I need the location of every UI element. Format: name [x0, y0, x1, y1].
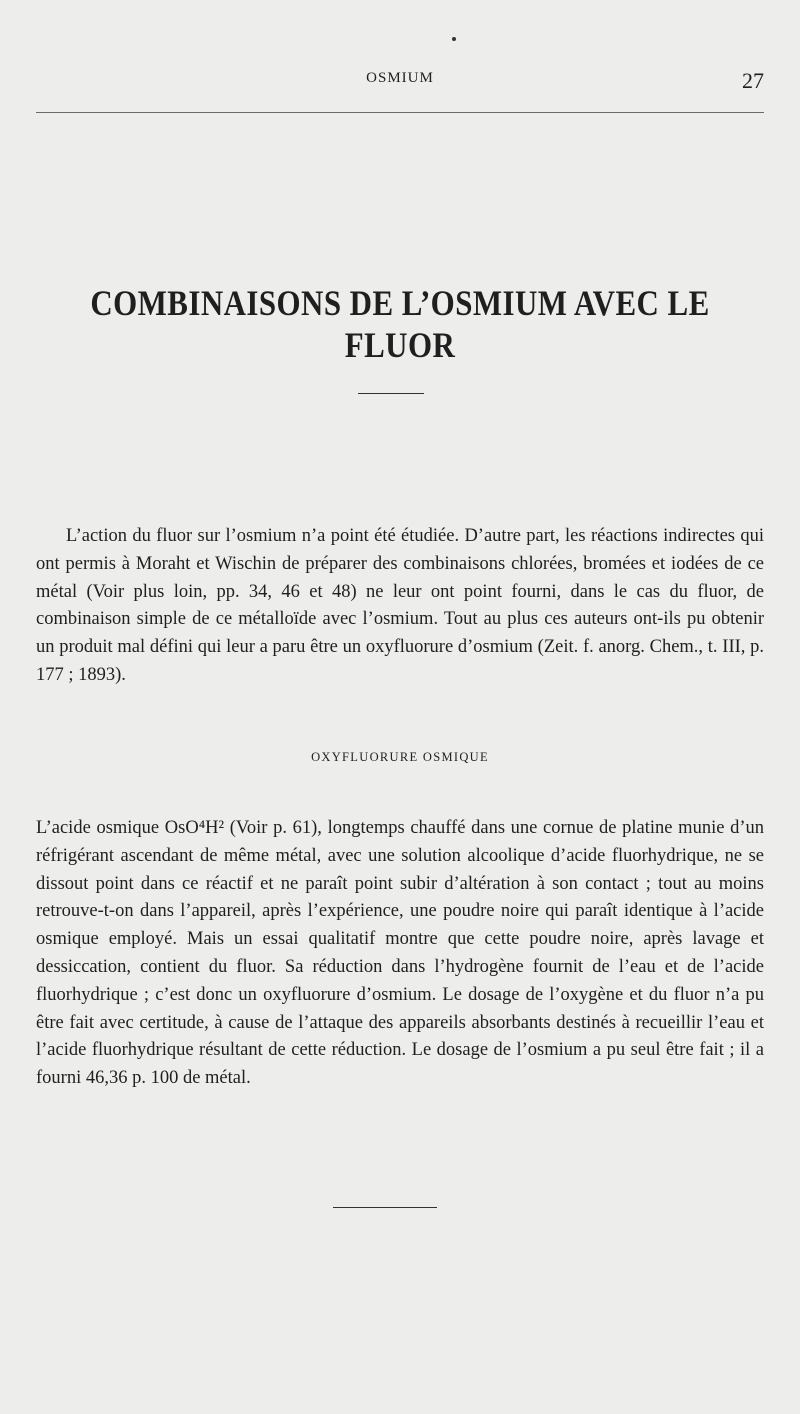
header-rule [36, 112, 764, 113]
closing-rule [333, 1207, 437, 1208]
page-number: 27 [742, 68, 764, 93]
body-paragraph-2: L’acide osmique OsO⁴H² (Voir p. 61), longtemps chauffé dans une cornue de platine munie d’un réfrigérant ascendant de même métal, avec une solution alcoolique d’acide fluorhydrique, ne se dissout point dans ce réactif et ne paraît point subir d’altération à son contact ; tout au moins retrouve-t-on dans l’appareil, après l’expérience, une poudre noire qui paraît identique à l’acide osmique employé. Mais un essai qualitatif montre que cette poudre noire, après lavage et dessiccation, contient du fluor. Sa réduction dans l’hydrogène fournit de l’eau et de l’acide fluorhydrique ; c’est donc un oxyfluorure d’osmium. Le dosage de l’oxygène et du fluor n’a pu être fait avec certitude, à cause de l’attaque des appareils absorbants destinés à recueillir l’eau et l’acide fluorhydrique résultant de cette réduction. Le dosage de l’osmium a pu seul être fait ; il a fourni 46,36 p. 100 de métal. [36, 818, 764, 1089]
chapter-title: COMBINAISONS DE L’OSMIUM AVEC LE FLUOR [90, 283, 710, 365]
title-rule [358, 393, 424, 394]
running-head [0, 68, 800, 92]
section-heading: OXYFLUORURE OSMIQUE [311, 750, 489, 764]
running-title: OSMIUM [366, 70, 434, 86]
ink-speck [452, 37, 456, 41]
body-paragraph-1: L’action du fluor sur l’osmium n’a point été étudiée. D’autre part, les réactions indirectes qui ont permis à Moraht et Wischin de préparer des combinaisons chlorées, bromées et iodées de ce métal (Voir plus loin, pp. 34, 46 et 48) ne leur ont point fourni, dans le cas du fluor, de combinaison simple de ce métalloïde avec l’osmium. Tout au plus ces auteurs ont-ils pu obtenir un produit mal défini qui leur a paru être un oxyfluorure d’osmium (Zeit. f. anorg. Chem., t. III, p. 177 ; 1893). [36, 526, 764, 685]
